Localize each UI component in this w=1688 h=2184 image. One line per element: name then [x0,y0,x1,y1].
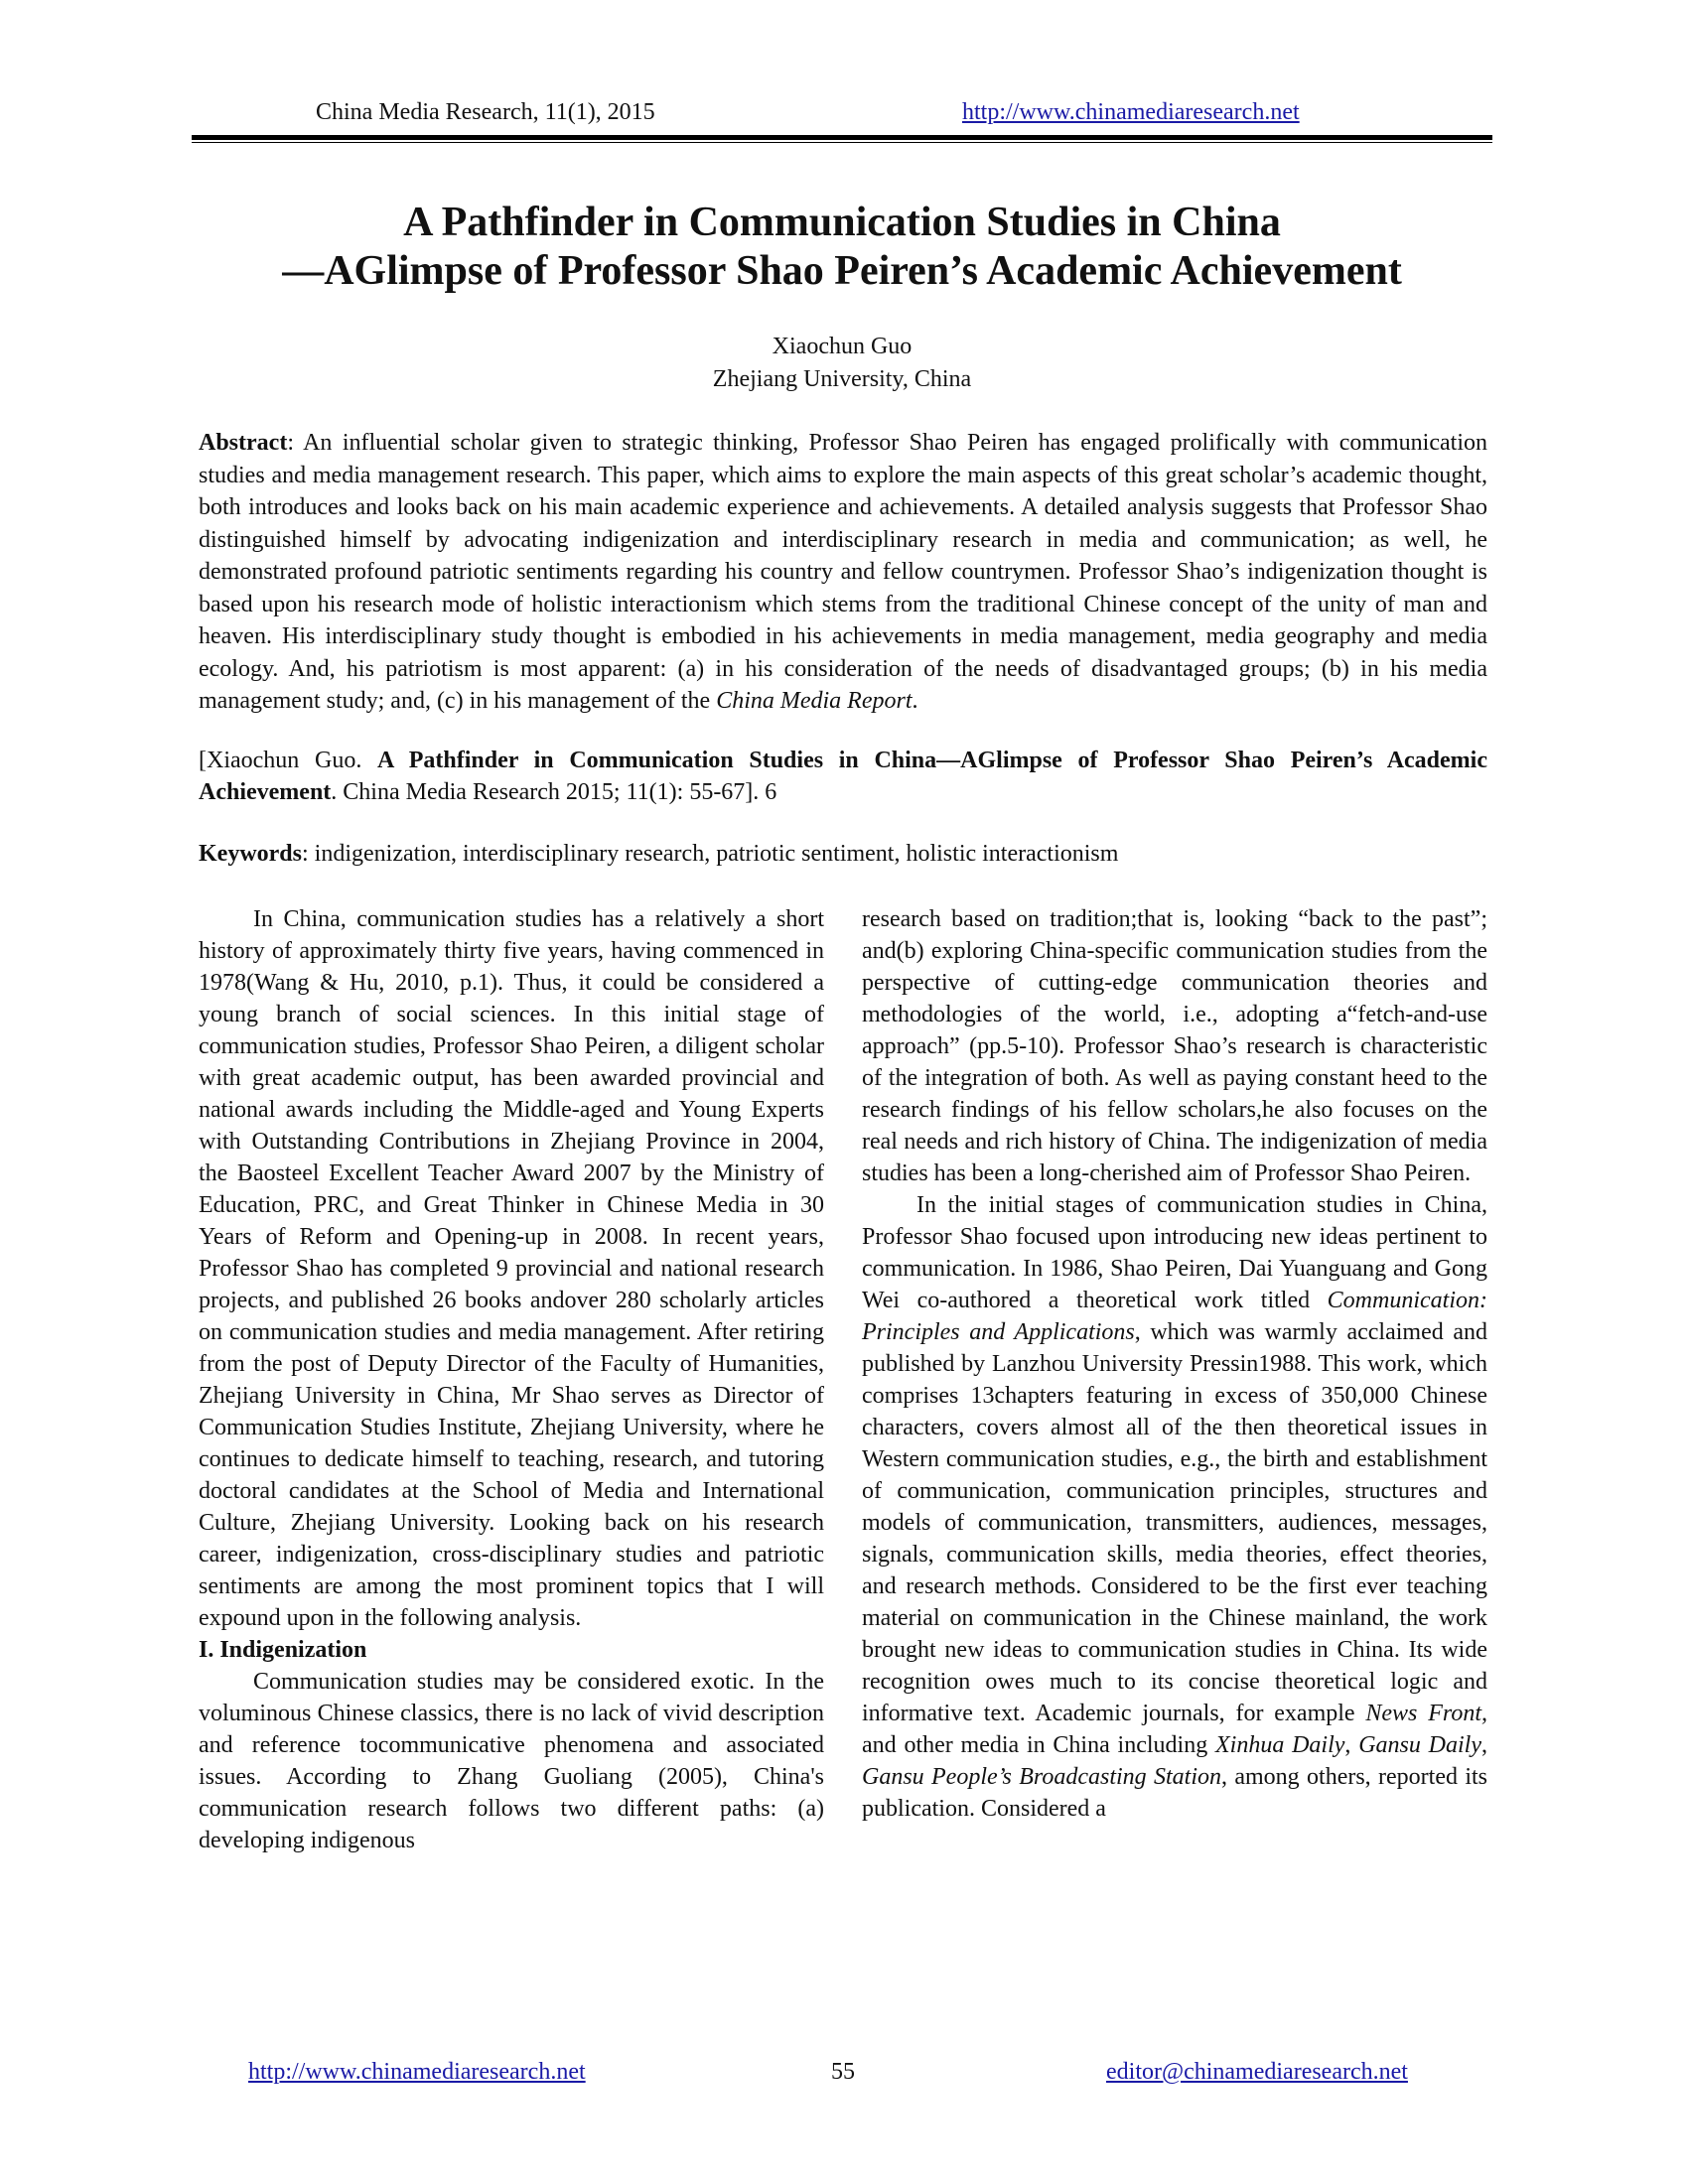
paragraph-intro: In China, communication studies has a relatively a short history of approximately thirty five years, having commenced in 1978(Wang & Hu, 2010, p.1). Thus, it could be considered a young branch of social sciences. In this initial stage of communication studies, Professor Shao Peiren, a diligent scholar with great academic output, has been awarded provincial and national awards including the Middle-aged and Young Experts with Outstanding Contributions in Zhejiang Province in 2004, the Baosteel Excellent Teacher Award 2007 by the Ministry of Education, PRC, and Great Thinker in Chinese Media in 30 Years of Reform and Opening-up in 2008. In recent years, Professor Shao has completed 9 provincial and national research projects, and published 26 books andover 280 scholarly articles on communication studies and media management. After retiring from the post of Deputy Director of the Faculty of Humanities, Zhejiang University in China, Mr Shao serves as Director of Communication Studies Institute, Zhejiang University, where he continues to dedicate himself to teaching, research, and tutoring doctoral candidates at the School of Media and International Culture, Zhejiang University. Looking back on his research career, indigenization, cross-disciplinary studies and patriotic sentiments are among the most prominent topics that I will expound upon in the following analysis. [199,906,824,1631]
author-name: Xiaochun Guo [772,334,913,359]
media-name: Xinhua Daily [1214,1732,1345,1758]
abstract-label: Abstract [199,430,288,456]
book-title: Communication: Principles and Applications [862,1288,1487,1345]
abstract-italic: China Media Report [716,688,913,714]
citation [199,745,1487,808]
paragraph-initial-stages [862,1189,1487,1825]
footer-url-link[interactable]: http://www.chinamediaresearch.net [248,2059,586,2085]
title-line-1: A Pathfinder in Communication Studies in China [403,200,1281,245]
abstract-end: . [912,688,918,714]
author-affiliation: Zhejiang University, China [712,366,972,392]
title-line-2: —AGlimpse of Professor Shao Peiren’s Academic Achievement [282,248,1402,294]
body-column-left [199,903,824,1856]
page-number: 55 [831,2059,855,2085]
keywords [199,838,1487,870]
journal-name: News Front, [1365,1701,1487,1726]
text-run: and other media in China including [862,1732,1215,1758]
paragraph-continued: research based on tradition;that is, looking “back to the past”; and(b) exploring China-specific communication studies from the perspective of cutting-edge communication theories and methodologies of the world, i.e., adopting a“fetch-and-use approach” (pp.5-10). Professor Shao’s research is characteristic of the integration of both. As well as paying constant heed to the research findings of his fellow scholars,he also focuses on the real needs and rich history of China. The indigenization of media studies has been a long-cherished aim of Professor Shao Peiren. [862,906,1487,1186]
body-column-right [862,903,1487,1825]
media-name: Gansu People’s Broadcasting Station [862,1764,1222,1790]
author-block [192,331,1492,396]
header-rule-thin [192,142,1492,143]
text-run: , [1481,1732,1487,1758]
text-run: In the initial stages of communication studies in China, Professor Shao focused upon introducing new ideas pertinent to communication. In 1986, Shao Peiren, Dai Yuanguang and Gong Wei co-authored a theoretical work titled [862,1192,1487,1313]
citation-title: A Pathfinder in Communication Studies in China—AGlimpse of Professor Shao Peiren’s Academic Achievement [199,748,1487,805]
media-name: Gansu Daily [1358,1732,1481,1758]
paragraph-indigenization: Communication studies may be considered exotic. In the voluminous Chinese classics, there is no lack of vivid description and reference tocommunicative phenomena and associated issues. According to Zhang Guoliang (2005), China's communication research follows two different paths: (a) developing indigenous [199,1669,824,1853]
text-run: , among others, reported its publication. Considered a [862,1764,1487,1822]
section-heading-indigenization: I. Indigenization [199,1637,367,1663]
abstract-text: : An influential scholar given to strategic thinking, Professor Shao Peiren has engaged prolifically with communication studies and media management research. This paper, which aims to explore the main aspects of this great scholar’s academic thought, both introduces and looks back on his main academic experience and achievements. A detailed analysis suggests that Professor Shao distinguished himself by advocating indigenization and interdisciplinary research in media and communication; as well, he demonstrated profound patriotic sentiments regarding his country and fellow countrymen. Professor Shao’s indigenization thought is based upon his research mode of holistic interactionism which stems from the traditional Chinese concept of the unity of man and heaven. His interdisciplinary study thought is embodied in his achievements in media management, media geography and media ecology. And, his patriotism is most apparent: (a) in his consideration of the needs of disadvantaged groups; (b) in his media management study; and, (c) in his management of the [199,430,1487,714]
text-run: , [1344,1732,1359,1758]
journal-url-link[interactable]: http://www.chinamediaresearch.net [962,99,1300,125]
citation-pre: [Xiaochun Guo. [199,748,378,773]
text-run: , which was warmly acclaimed and published by Lanzhou University Pressin1988. This work, which comprises 13chapters featuring in excess of 350,000 Chinese characters, covers almost all of the then theoretical issues in Western communication studies, e.g., the birth and establishment of communication, communication principles, structures and models of communication, transmitters, audiences, messages, signals, communication skills, media theories, effect theories, and research methods. Considered to be the first ever teaching material on communication in the Chinese mainland, the work brought new ideas to communication studies in China. Its wide recognition owes much to its concise theoretical logic and informative text. Academic journals, for example [862,1319,1487,1726]
header-rule [192,135,1492,140]
keywords-label: Keywords [199,841,302,867]
journal-citation: China Media Research, 11(1), 2015 [316,99,655,125]
abstract [199,427,1487,718]
running-header [192,99,1492,139]
article-title [192,199,1492,296]
footer-email-link[interactable]: editor@chinamediaresearch.net [1106,2059,1408,2085]
citation-post: . China Media Research 2015; 11(1): 55-67]. 6 [331,779,777,805]
keywords-text: : indigenization, interdisciplinary research, patriotic sentiment, holistic interactionism [302,841,1119,867]
page-footer [0,2059,1688,2093]
